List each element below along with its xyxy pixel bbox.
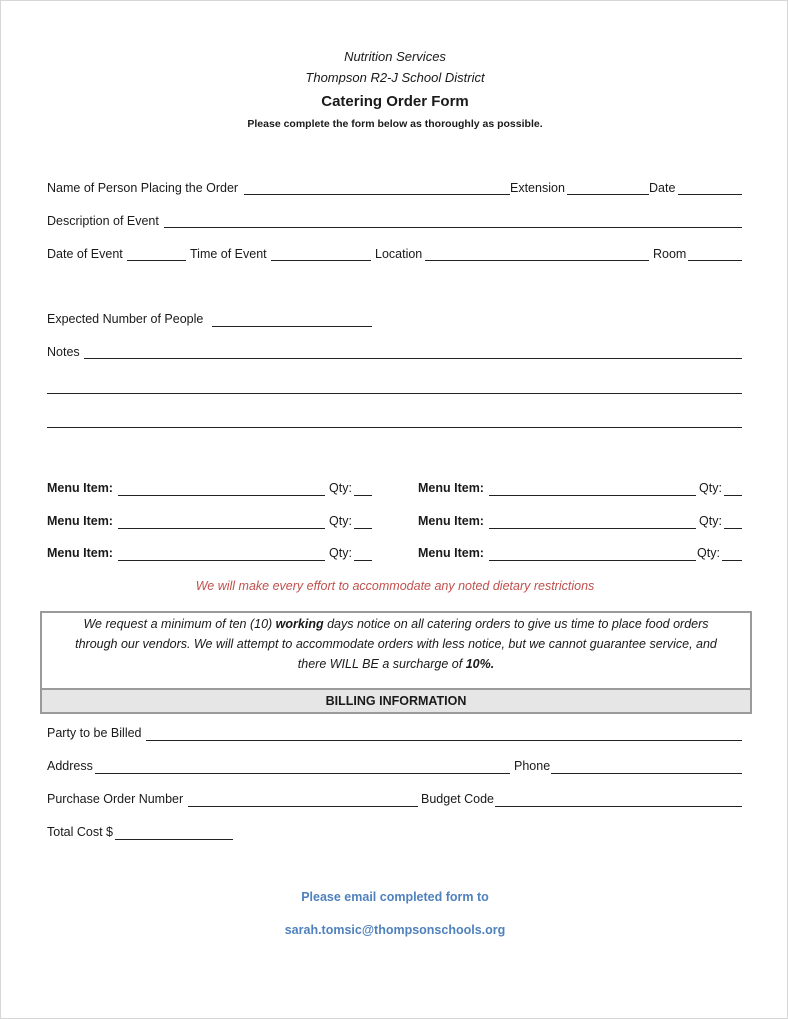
qty-field[interactable]	[354, 560, 372, 561]
qty-label: Qty:	[329, 546, 352, 560]
date-of-event-field[interactable]	[127, 260, 186, 261]
qty-label: Qty:	[699, 514, 722, 528]
menu-item-field[interactable]	[118, 560, 325, 561]
time-of-event-field[interactable]	[271, 260, 371, 261]
room-label: Room	[653, 247, 687, 261]
form-instruction: Please complete the form below as thoroughly as possible.	[247, 118, 543, 130]
notice-line-3: there WILL BE a surcharge of 10%.	[297, 657, 495, 671]
district-name: Thompson R2-J School District	[305, 70, 485, 85]
menu-item-field[interactable]	[118, 528, 325, 529]
total-cost-field[interactable]	[115, 839, 233, 840]
menu-item-field[interactable]	[489, 495, 696, 496]
notice-box	[40, 611, 752, 714]
qty-label: Qty:	[697, 546, 720, 560]
email-prompt: Please email completed form to	[301, 890, 489, 904]
time-of-event-label: Time of Event	[190, 247, 267, 261]
billing-heading: BILLING INFORMATION	[42, 688, 750, 712]
notes-field-line-2[interactable]	[47, 393, 742, 394]
date-label: Date	[649, 181, 676, 195]
room-field[interactable]	[688, 260, 742, 261]
qty-label: Qty:	[329, 514, 352, 528]
people-field[interactable]	[212, 326, 372, 327]
menu-item-label: Menu Item:	[418, 481, 484, 495]
dietary-note: We will make every effort to accommodate any noted dietary restrictions	[195, 579, 595, 593]
location-field[interactable]	[425, 260, 649, 261]
qty-label: Qty:	[699, 481, 722, 495]
budget-code-field[interactable]	[495, 806, 742, 807]
menu-item-label: Menu Item:	[47, 546, 113, 560]
menu-item-field[interactable]	[118, 495, 325, 496]
page-title: Catering Order Form	[321, 93, 469, 110]
po-field[interactable]	[188, 806, 418, 807]
extension-label: Extension	[510, 181, 565, 195]
party-field[interactable]	[146, 740, 742, 741]
email-address[interactable]: sarah.tomsic@thompsonschools.org	[284, 923, 506, 937]
date-of-event-label: Date of Event	[47, 247, 123, 261]
date-field[interactable]	[678, 194, 742, 195]
person-field[interactable]	[244, 194, 510, 195]
phone-label: Phone	[514, 759, 551, 773]
notes-field-line-1[interactable]	[84, 358, 742, 359]
po-label: Purchase Order Number	[47, 792, 184, 806]
menu-item-label: Menu Item:	[47, 481, 113, 495]
qty-label: Qty:	[329, 481, 352, 495]
qty-field[interactable]	[354, 528, 372, 529]
description-label: Description of Event	[47, 214, 159, 228]
people-label: Expected Number of People	[47, 312, 204, 326]
menu-item-label: Menu Item:	[418, 546, 484, 560]
qty-field[interactable]	[354, 495, 372, 496]
notice-text	[42, 613, 750, 689]
description-field[interactable]	[164, 227, 742, 228]
total-cost-label: Total Cost $	[47, 825, 114, 839]
menu-item-field[interactable]	[489, 528, 696, 529]
notes-field-line-3[interactable]	[47, 427, 742, 428]
menu-item-label: Menu Item:	[418, 514, 484, 528]
budget-code-label: Budget Code	[421, 792, 494, 806]
menu-item-field[interactable]	[489, 560, 696, 561]
party-label: Party to be Billed	[47, 726, 142, 740]
extension-field[interactable]	[567, 194, 649, 195]
address-label: Address	[47, 759, 93, 773]
person-label: Name of Person Placing the Order	[47, 181, 239, 195]
phone-field[interactable]	[551, 773, 742, 774]
qty-field[interactable]	[722, 560, 742, 561]
menu-item-label: Menu Item:	[47, 514, 113, 528]
qty-field[interactable]	[724, 528, 742, 529]
qty-field[interactable]	[724, 495, 742, 496]
notice-line-2: through our vendors. We will attempt to accommodate orders with less notice, but we cannot guarantee service, and	[75, 637, 717, 651]
org-name: Nutrition Services	[344, 49, 446, 64]
address-field[interactable]	[95, 773, 510, 774]
notice-line-1: We request a minimum of ten (10) working days notice on all catering orders to give us time to place food orders	[83, 617, 709, 631]
notes-label: Notes	[47, 345, 80, 359]
location-label: Location	[375, 247, 423, 261]
